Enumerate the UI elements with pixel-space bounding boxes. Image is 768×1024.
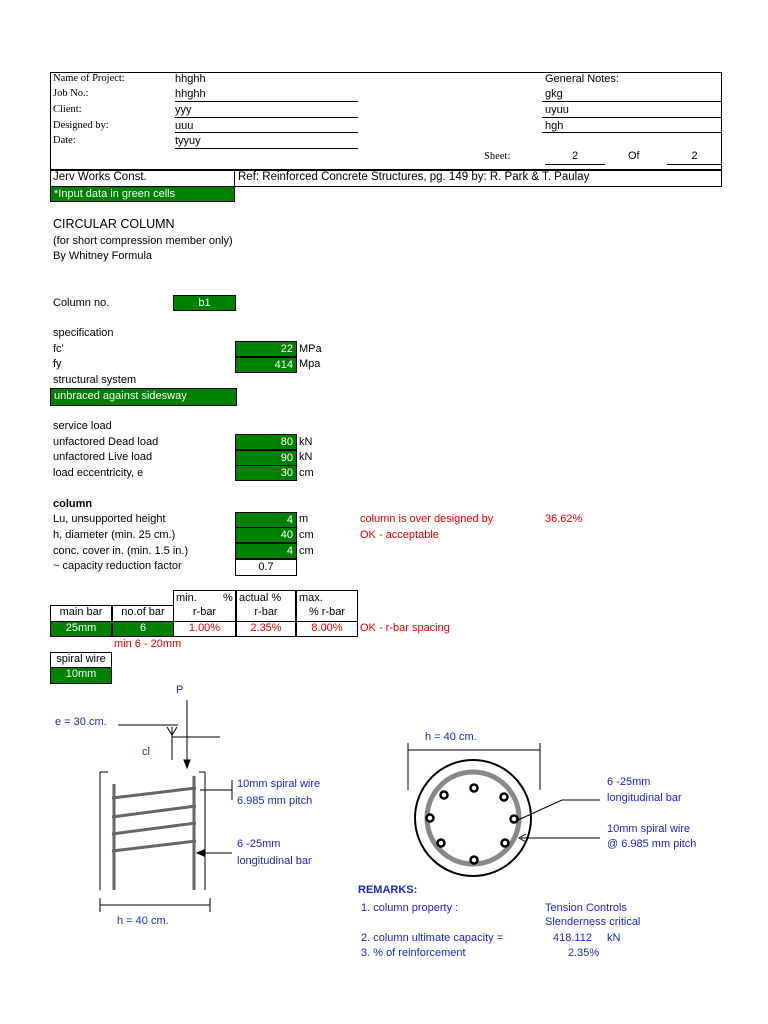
- of-label: Of: [628, 150, 640, 162]
- fc-label: fc': [53, 343, 64, 355]
- column-no-input[interactable]: b1: [173, 295, 236, 311]
- date-label: Date:: [53, 135, 76, 146]
- note-1-underline: [542, 101, 722, 102]
- date-value: tyyuy: [175, 135, 201, 147]
- main-bar-header: main bar: [50, 605, 112, 622]
- remarks-heading: REMARKS:: [358, 884, 418, 896]
- remark-2-label: 2. column ultimate capacity =: [361, 932, 504, 944]
- eccentricity-unit: cm: [299, 467, 314, 479]
- column-no-label: Column no.: [53, 297, 110, 309]
- diameter-input[interactable]: 40: [235, 527, 297, 543]
- spiral-wire-input[interactable]: 10mm: [50, 667, 112, 684]
- over-design-message: column is over designed by: [360, 513, 494, 525]
- section-width-label: h = 40 cm.: [425, 731, 477, 743]
- note-3-underline: [542, 132, 722, 133]
- over-design-percent: 36.62%: [545, 513, 583, 525]
- cover-input[interactable]: 4: [235, 543, 297, 559]
- section-spiral-label-2: @ 6.985 mm pitch: [607, 838, 697, 850]
- fy-unit: Mpa: [299, 358, 321, 370]
- note-1: gkg: [545, 88, 563, 100]
- designed-by-value: uuu: [175, 120, 194, 132]
- bar-range-note: min 6 - 20mm: [114, 638, 182, 650]
- live-load-unit: kN: [299, 451, 313, 463]
- section-bar-label-1: 6 -25mm: [607, 776, 651, 788]
- project-value: hhghh: [175, 73, 206, 85]
- note-2: uyuu: [545, 104, 569, 116]
- load-v-mark: [167, 727, 177, 735]
- eccentricity-label: load eccentricity, e: [53, 467, 144, 479]
- column-heading: column: [53, 498, 93, 510]
- max-rbar-value: 8.00%: [296, 621, 358, 637]
- job-value: hhghh: [175, 88, 206, 100]
- cover-label: conc. cover in. (min. 1.5 in.): [53, 545, 189, 557]
- load-p-arrowhead: [184, 760, 190, 768]
- project-label: Name of Project:: [53, 73, 125, 84]
- dead-load-label: unfactored Dead load: [53, 436, 159, 448]
- elevation-bar-label-1: 6 -25mm: [237, 838, 281, 850]
- no-of-bar-input[interactable]: 6: [112, 621, 174, 637]
- fy-input[interactable]: 414: [235, 357, 297, 373]
- dead-load-input[interactable]: 80: [235, 434, 297, 450]
- fc-unit: MPa: [299, 343, 322, 355]
- section-bar-label-2: longitudinal bar: [607, 792, 682, 804]
- no-of-bar-header: no.of bar: [112, 605, 174, 622]
- elevation-spiral-label-2: 6.985 mm pitch: [237, 795, 313, 807]
- subtitle-1: (for short compression member only): [53, 235, 233, 247]
- spiral-wire-header: spiral wire: [50, 652, 112, 668]
- section-spiral-label-1: 10mm spiral wire: [607, 823, 691, 835]
- diameter-label: h, diameter (min. 25 cm.): [53, 529, 176, 541]
- service-load-heading: service load: [53, 420, 112, 432]
- lu-input[interactable]: 4: [235, 512, 297, 528]
- cover-unit: cm: [299, 545, 314, 557]
- sheet-underline: [545, 164, 605, 165]
- section-spiral-ring: [427, 772, 519, 864]
- lu-unit: m: [299, 513, 309, 525]
- specification-heading: specification: [53, 327, 114, 339]
- input-note: *Input data in green cells: [50, 186, 235, 202]
- min-header-a: min.: [176, 592, 197, 604]
- remark-3-label: 3. % of reinforcement: [361, 947, 466, 959]
- min-rbar-value: 1.00%: [173, 621, 236, 637]
- client-label: Client:: [53, 104, 82, 115]
- live-load-input[interactable]: 90: [235, 450, 297, 466]
- diameter-unit: cm: [299, 529, 314, 541]
- job-underline: [175, 101, 358, 102]
- note-3: hgh: [545, 120, 564, 132]
- project-header-box: [50, 72, 722, 170]
- company-divider: [234, 170, 235, 187]
- structural-system-input[interactable]: unbraced against sidesway: [50, 388, 237, 406]
- diameter-ok-message: OK - acceptable: [360, 529, 439, 541]
- actual-header-b: r-bar: [254, 606, 278, 618]
- of-underline: [667, 164, 722, 165]
- general-notes-label: General Notes:: [545, 73, 619, 85]
- remark-3-value: 2.35%: [568, 947, 600, 959]
- actual-header-a: actual %: [239, 592, 282, 604]
- structural-system-label: structural system: [53, 374, 137, 386]
- long-bar-leader: [518, 800, 562, 820]
- subtitle-2: By Whitney Formula: [53, 250, 153, 262]
- section-long-bars: [427, 785, 518, 864]
- min-header-c: r-bar: [192, 606, 217, 618]
- elevation-spiral-label-1: 10mm spiral wire: [237, 778, 321, 790]
- job-label: Job No.:: [53, 88, 89, 99]
- remark-2-unit: kN: [607, 932, 621, 944]
- phi-value: 0.7: [235, 559, 297, 576]
- main-bar-input[interactable]: 25mm: [50, 621, 112, 637]
- remark-1-value-b: Slenderness critical: [545, 916, 641, 928]
- remark-2-value: 418.112: [553, 932, 592, 944]
- client-underline: [175, 117, 358, 118]
- lu-label: Lu, unsupported height: [53, 513, 166, 525]
- sheet-label: Sheet:: [484, 151, 511, 162]
- elevation-width-label: h = 40 cm.: [117, 915, 169, 927]
- actual-rbar-value: 2.35%: [236, 621, 296, 637]
- designed-underline: [175, 132, 358, 133]
- date-underline: [175, 148, 358, 149]
- fy-label: fy: [53, 358, 62, 370]
- elevation-bar-label-2: longitudinal bar: [237, 855, 312, 867]
- dead-load-unit: kN: [299, 436, 313, 448]
- fc-input[interactable]: 22: [235, 341, 297, 357]
- rbar-spacing-message: OK - r-bar spacing: [360, 622, 450, 634]
- client-value: yyy: [175, 104, 192, 116]
- min-header-b: %: [223, 592, 233, 604]
- of-value: 2: [691, 150, 698, 162]
- page-title: CIRCULAR COLUMN: [53, 217, 175, 231]
- note-2-underline: [542, 117, 722, 118]
- phi-label: ~ capacity reduction factor: [53, 560, 182, 572]
- remark-1-label: 1. column property :: [361, 902, 459, 914]
- sheet-value: 2: [571, 150, 579, 162]
- section-outer-circle: [415, 760, 531, 876]
- max-header-a: max.: [299, 592, 323, 604]
- max-header-b: % r-bar: [308, 606, 346, 618]
- company-name: Jerv Works Const.: [53, 171, 147, 183]
- centerline-label: cl: [142, 746, 150, 758]
- designed-by-label: Designed by:: [53, 120, 109, 131]
- eccentricity-diagram-label: e = 30 cm.: [55, 716, 107, 728]
- load-p-label: P: [176, 684, 184, 696]
- remark-1-value-a: Tension Controls: [545, 902, 627, 914]
- live-load-label: unfactored Live load: [53, 451, 153, 463]
- eccentricity-input[interactable]: 30: [235, 465, 297, 481]
- reference-text: Ref: Reinforced Concrete Structures, pg. 149 by: R. Park & T. Paulay: [238, 171, 590, 183]
